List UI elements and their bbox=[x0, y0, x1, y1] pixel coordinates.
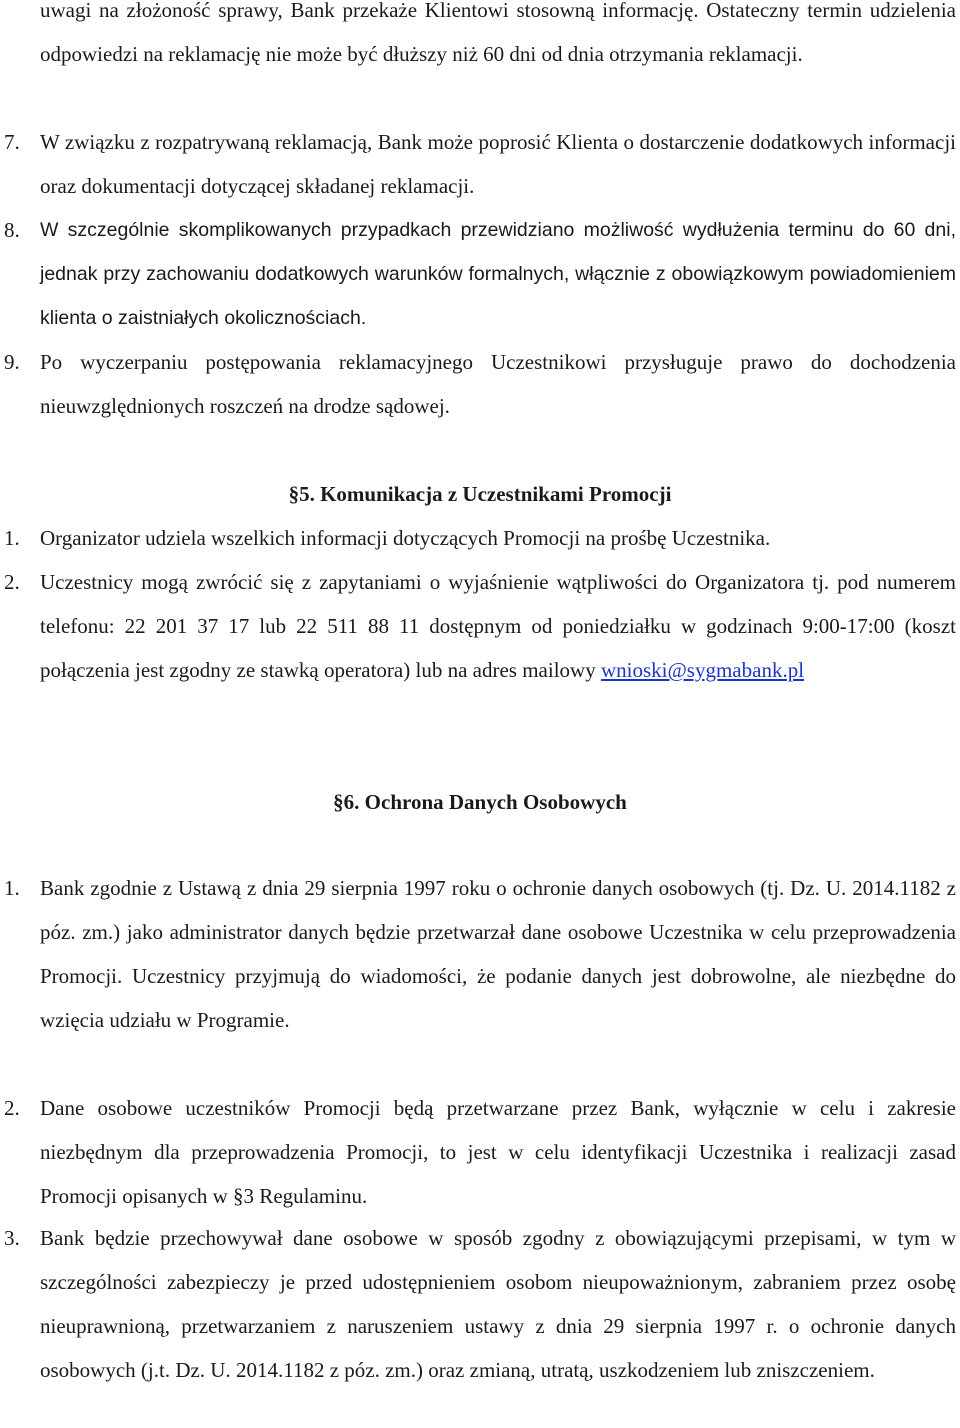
section-5-heading: §5. Komunikacja z Uczestnikami Promocji bbox=[288, 482, 672, 506]
item-number: 1. bbox=[4, 876, 20, 900]
item-text: Dane osobowe uczestników Promocji będą przetwarzane przez Bank, wyłącznie w celu i zakresie niezbędnym dla przeprowadzenia Promocji, to jest w celu identyfikacji Uczestnika i realizacji zasad Promocji opisanych w §3 Regulaminu. bbox=[40, 1096, 956, 1208]
item-text: W związku z rozpatrywaną reklamacją, Bank może poprosić Klienta o dostarczenie dodatkowych informacji oraz dokumentacji dotyczącej składanej reklamacji. bbox=[40, 130, 956, 198]
item-number: 8. bbox=[4, 218, 20, 242]
item-number: 7. bbox=[4, 130, 20, 154]
item-text: W szczególnie skomplikowanych przypadkach przewidziano możliwość wydłużenia terminu do 60 dni, jednak przy zachowaniu dodatkowych warunków formalnych, włącznie z obowiązkowym powiadomieniem klienta o zaistniałych okolicznościach. bbox=[40, 219, 956, 329]
section-6-heading: §6. Ochrona Danych Osobowych bbox=[333, 790, 627, 814]
list-item bbox=[0, 516, 960, 560]
item-number: 2. bbox=[4, 1096, 20, 1120]
intro-paragraph bbox=[0, 0, 960, 76]
list-item bbox=[0, 1086, 960, 1218]
list-item bbox=[0, 560, 960, 692]
list-item bbox=[0, 866, 960, 1042]
item-text: Organizator udziela wszelkich informacji dotyczących Promocji na prośbę Uczestnika. bbox=[40, 526, 771, 550]
intro-text: uwagi na złożoność sprawy, Bank przekaże Klientowi stosowną informację. Ostateczny termin udzielenia odpowiedzi na reklamację nie może być dłuższy niż 60 dni od dnia otrzymania reklamacji. bbox=[40, 0, 956, 66]
item-text bbox=[40, 560, 956, 692]
item-text-body: Uczestnicy mogą zwrócić się z zapytaniami o wyjaśnienie wątpliwości do Organizatora tj. pod numerem telefonu: 22 201 37 17 lub 22 511 88 11 dostępnym od poniedziałku w godzinach 9:00-17:00 (koszt połączenia jest zgodny ze stawką operatora) lub na adres mailowy bbox=[40, 570, 956, 682]
item-number: 9. bbox=[4, 350, 20, 374]
list-item bbox=[0, 208, 960, 340]
item-text: Bank zgodnie z Ustawą z dnia 29 sierpnia 1997 roku o ochronie danych osobowych (tj. Dz. U. 2014.1182 z póz. zm.) jako administrator danych będzie przetwarzał dane osobowe Uczestnika w celu przeprowadzenia Promocji. Uczestnicy przyjmują do wiadomości, że podanie danych jest dobrowolne, ale niezbędne do wzięcia udziału w Programie. bbox=[40, 876, 956, 1032]
item-number: 2. bbox=[4, 570, 20, 594]
email-link[interactable]: wnioski@sygmabank.pl bbox=[600, 658, 805, 682]
list-item bbox=[0, 1216, 960, 1392]
list-item bbox=[0, 340, 960, 428]
list-item bbox=[0, 120, 960, 208]
item-text: Po wyczerpaniu postępowania reklamacyjnego Uczestnikowi przysługuje prawo do dochodzenia nieuwzględnionych roszczeń na drodze sądowej. bbox=[40, 350, 956, 418]
item-text: Bank będzie przechowywał dane osobowe w sposób zgodny z obowiązującymi przepisami, w tym w szczególności zabezpieczy je przed udostępnieniem osobom nieupoważnionym, zabraniem przez osobę nieuprawnioną, przetwarzaniem z naruszeniem ustawy z dnia 29 sierpnia 1997 r. o ochronie danych osobowych (j.t. Dz. U. 2014.1182 z póz. zm.) oraz zmianą, utratą, uszkodzeniem lub zniszczeniem. bbox=[40, 1226, 956, 1382]
item-number: 3. bbox=[4, 1226, 20, 1250]
item-number: 1. bbox=[4, 526, 20, 550]
